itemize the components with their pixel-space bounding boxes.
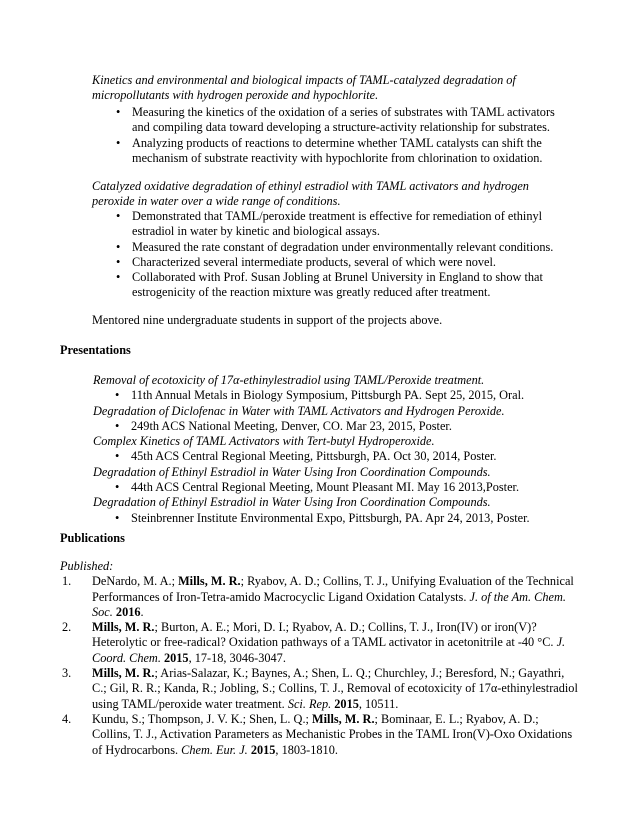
list-item: • Collaborated with Prof. Susan Jobling at Brunel University in England to show that estrogenicity of the reaction mixture was greatly reduced after treatment. (116, 270, 566, 301)
publication-year: 2015 (163, 650, 189, 665)
publication-year: 2015 (334, 696, 359, 711)
list-item: • Measured the rate constant of degradation under environmentally relevant conditions. (116, 240, 566, 255)
publication-body: ; Bominaar, E. L.; Ryabov, A. D.; Collins, T. J., Activation Parameters as Mechanistic Probes in the TAML Iron(V)-Oxo Oxidations of Hydrocarbons. (92, 711, 573, 757)
publication-item (60, 712, 580, 758)
list-item: • Characterized several intermediate products, several of which were novel. (116, 255, 566, 270)
publications-heading: Publications (60, 531, 125, 545)
presentation-detail: • 11th Annual Metals in Biology Symposium, Pittsburgh PA. Sept 25, 2015, Oral. (107, 388, 573, 403)
presentations-list (93, 373, 573, 526)
project1-bullets (116, 105, 566, 166)
list-item: • Analyzing products of reactions to determine whether TAML catalysts can shift the mechanism of substrate reactivity with hypochlorite from chlorination to oxidation. (116, 136, 566, 167)
presentation-title: Degradation of Ethinyl Estradiol in Water Using Iron Coordination Compounds. (93, 495, 491, 510)
publication-item (60, 574, 580, 620)
publication-year: 2016 (115, 604, 141, 619)
presentations-heading: Presentations (60, 343, 131, 357)
mentored-text: Mentored nine undergraduate students in support of the projects above. (92, 313, 443, 327)
presentation-detail: • Steinbrenner Institute Environmental Expo, Pittsburgh, PA. Apr 24, 2013, Poster. (107, 511, 573, 526)
publication-item (60, 666, 580, 712)
presentation-detail: • 45th ACS Central Regional Meeting, Pittsburgh, PA. Oct 30, 2014, Poster. (107, 449, 573, 464)
publication-tail: , 17-18, 3046-3047. (188, 650, 286, 665)
presentation-title: Degradation of Ethinyl Estradiol in Water Using Iron Coordination Compounds. (93, 464, 491, 479)
presentation-detail: • 44th ACS Central Regional Meeting, Mount Pleasant MI. May 16 2013,Poster. (107, 480, 573, 495)
publication-number: 3. (62, 666, 72, 681)
presentation-title: Degradation of Diclofenac in Water with TAML Activators and Hydrogen Peroxide. (93, 403, 505, 418)
publication-tail: , 10511. (358, 696, 399, 711)
publication-authors-pre: DeNardo, M. A.; (92, 574, 179, 589)
list-item: • Demonstrated that TAML/peroxide treatment is effective for remediation of ethinyl estradiol in water by kinetic and biological assays. (116, 209, 566, 240)
published-subheading: Published: (60, 559, 114, 573)
project1-title: Kinetics and environmental and biological impacts of TAML-catalyzed degradation of micropollutants with hydrogen peroxide and hypochlorite. (92, 73, 516, 103)
publication-highlight-author: Mills, M. R. (178, 574, 241, 589)
publication-authors-pre: Kundu, S.; Thompson, J. V. K.; Shen, L. Q.; (92, 711, 313, 726)
publication-body: ; Burton, A. E.; Mori, D. I.; Ryabov, A. D.; Collins, T. J., Iron(IV) or iron(V)? Heterolytic or free-radical? Oxidation pathways of a TAML activator in acetonitrile at -40 °C. (92, 620, 557, 650)
publication-highlight-author: Mills, M. R. (312, 711, 375, 726)
presentation-detail: • 249th ACS National Meeting, Denver, CO. Mar 23, 2015, Poster. (107, 419, 573, 434)
presentation-title: Complex Kinetics of TAML Activators with Tert-butyl Hydroperoxide. (93, 434, 435, 449)
project2-bullets (116, 209, 566, 301)
publication-highlight-author: Mills, M. R. (92, 666, 155, 681)
publication-journal: Chem. Eur. J. (181, 742, 248, 757)
list-item: • Measuring the kinetics of the oxidation of a series of substrates with TAML activators and compiling data toward developing a structure-activity relationship for substrates. (116, 105, 566, 136)
publications-list (60, 559, 580, 758)
publication-journal: J. of the Am. Chem. Soc. (92, 589, 566, 619)
publication-number: 1. (62, 574, 72, 589)
publication-tail: . (140, 604, 144, 619)
publication-body: ; Arias-Salazar, K.; Baynes, A.; Shen, L. Q.; Churchley, J.; Beresford, N.; Gayathri, C.; Gil, R. R.; Kanda, R.; Jobling, S.; Collins, T. J., Removal of ecotoxicity of 17α-ethinylestradiol using TAML/peroxide water treatment. (92, 666, 578, 711)
publication-year: 2015 (250, 742, 276, 757)
presentation-title: Removal of ecotoxicity of 17α-ethinylestradiol using TAML/Peroxide treatment. (93, 373, 485, 387)
publication-journal: J. Coord. Chem. (92, 635, 566, 665)
project2-title: Catalyzed oxidative degradation of ethinyl estradiol with TAML activators and hydrogen peroxide in water over a wide range of conditions. (92, 179, 529, 209)
publication-tail: , 1803-1810. (275, 742, 338, 757)
publication-highlight-author: Mills, M. R. (92, 620, 155, 635)
publication-body: ; Ryabov, A. D.; Collins, T. J., Unifying Evaluation of the Technical Performances of Iron-Tetra-amido Macrocyclic Ligand Oxidation Catalysts. (92, 574, 574, 604)
publication-item (60, 620, 580, 666)
publication-number: 4. (62, 711, 72, 726)
publication-journal: Sci. Rep. (287, 696, 332, 711)
publication-number: 2. (62, 620, 72, 635)
